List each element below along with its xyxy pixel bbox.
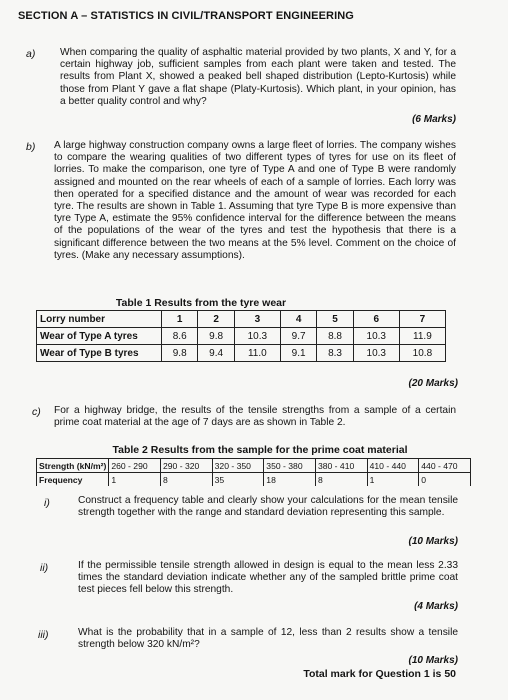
type-b-label: Wear of Type B tyres [37, 345, 162, 362]
type-a-cell: 8.8 [317, 328, 353, 345]
type-b-cell: 11.0 [234, 345, 280, 362]
question-a-marks: (6 Marks) [412, 114, 456, 125]
range-cell: 260 - 290 [109, 459, 161, 473]
type-a-cell: 9.8 [198, 328, 234, 345]
frequency-cell: 0 [419, 473, 471, 487]
type-a-cell: 10.3 [353, 328, 399, 345]
part-iii-marks: (10 Marks) [408, 655, 458, 666]
type-a-cell: 8.6 [162, 328, 198, 345]
type-b-cell: 8.3 [317, 345, 353, 362]
type-b-cell: 9.1 [280, 345, 316, 362]
lorry-cell: 1 [162, 311, 198, 328]
table-row [37, 459, 471, 473]
lorry-cell: 3 [234, 311, 280, 328]
table-1-title: Table 1 Results from the tyre wear [115, 297, 287, 309]
question-b-label: b) [26, 141, 36, 153]
range-cell: 410 - 440 [367, 459, 419, 473]
question-b-marks: (20 Marks) [408, 378, 458, 389]
type-b-cell: 10.8 [399, 345, 445, 362]
part-iii-text: What is the probability that in a sample of 12, less than 2 results show a tensile strength below 320 kN/m²? [78, 627, 458, 651]
part-i-text: Construct a frequency table and clearly show your calculations for the mean tensile strength together with the range and standard deviation representing this sample. [78, 495, 458, 519]
part-ii-text: If the permissible tensile strength allowed in design is equal to the mean less 2.33 times the standard deviation indicate whether any of the sampled brittle prime coat test pieces fell below this strength. [78, 560, 458, 596]
range-cell: 320 - 350 [212, 459, 264, 473]
lorry-number-label: Lorry number [37, 311, 162, 328]
part-i-label: i) [44, 497, 50, 509]
range-cell: 290 - 320 [160, 459, 212, 473]
part-ii-marks: (4 Marks) [414, 601, 458, 612]
table-2-title: Table 2 Results from the sample for the prime coat material [112, 444, 408, 456]
question-b-text: A large highway construction company owns a large fleet of lorries. The company wishes to compare the wearing qualities of two different types of tyres for use on its fleet of lorries. To make the comparison, one tyre of Type A and one of Type B were randomly assigned and mounted on the rear wheels of each of a sample of lorries. Each lorry was then operated for a specified distance and the amount of wear was recorded for each tyre. The results are shown in Table 1. Assuming that tyre Type B is more expensive than tyre Type A, estimate the 95% confidence interval for the difference between the means of the populations of the wear of the tyres and test the hypothesis that there is a significant difference between the two means at the 5% level. Comment on the choice of tyres. (Make any necessary assumptions). [54, 140, 456, 261]
type-b-cell: 9.4 [198, 345, 234, 362]
question-c-text: For a highway bridge, the results of the tensile strengths from a sample of a certain prime coat material at the age of 7 days are as shown in Table 2. [54, 405, 456, 429]
table-row [37, 345, 446, 362]
table-row [37, 473, 471, 487]
frequency-cell: 8 [315, 473, 367, 487]
range-cell: 350 - 380 [264, 459, 316, 473]
type-a-label: Wear of Type A tyres [37, 328, 162, 345]
type-a-cell: 9.7 [280, 328, 316, 345]
tensile-strength-table [36, 458, 471, 486]
lorry-cell: 2 [198, 311, 234, 328]
part-iii-label: iii) [38, 629, 49, 641]
lorry-cell: 5 [317, 311, 353, 328]
type-b-cell: 10.3 [353, 345, 399, 362]
tyre-wear-table [36, 310, 446, 362]
type-a-cell: 10.3 [234, 328, 280, 345]
table-row [37, 311, 446, 328]
section-heading: SECTION A – STATISTICS IN CIVIL/TRANSPORT ENGINEERING [18, 10, 354, 22]
type-b-cell: 9.8 [162, 345, 198, 362]
frequency-cell: 1 [367, 473, 419, 487]
question-a-label: a) [26, 48, 36, 60]
type-a-cell: 11.9 [399, 328, 445, 345]
frequency-cell: 35 [212, 473, 264, 487]
range-cell: 380 - 410 [315, 459, 367, 473]
question-c-label: c) [32, 406, 41, 418]
lorry-cell: 6 [353, 311, 399, 328]
table-row [37, 328, 446, 345]
frequency-label: Frequency [37, 473, 109, 487]
question-a-text: When comparing the quality of asphaltic material provided by two plants, X and Y, for a certain highway job, sufficient samples from each plant were taken and tested. The results from Plant X, showed a peaked bell shaped distribution (Lepto-Kurtosis) while those from Plant Y gave a flat shape (Platy-Kurtosis). Which plant, in your opinion, has a better quality control and why? [60, 47, 456, 107]
frequency-cell: 8 [160, 473, 212, 487]
total-marks: Total mark for Question 1 is 50 [303, 668, 456, 680]
strength-label: Strength (kN/m²) [37, 459, 109, 473]
range-cell: 440 - 470 [419, 459, 471, 473]
part-ii-label: ii) [40, 562, 49, 574]
frequency-cell: 18 [264, 473, 316, 487]
part-i-marks: (10 Marks) [408, 536, 458, 547]
lorry-cell: 7 [399, 311, 445, 328]
lorry-cell: 4 [280, 311, 316, 328]
frequency-cell: 1 [109, 473, 161, 487]
